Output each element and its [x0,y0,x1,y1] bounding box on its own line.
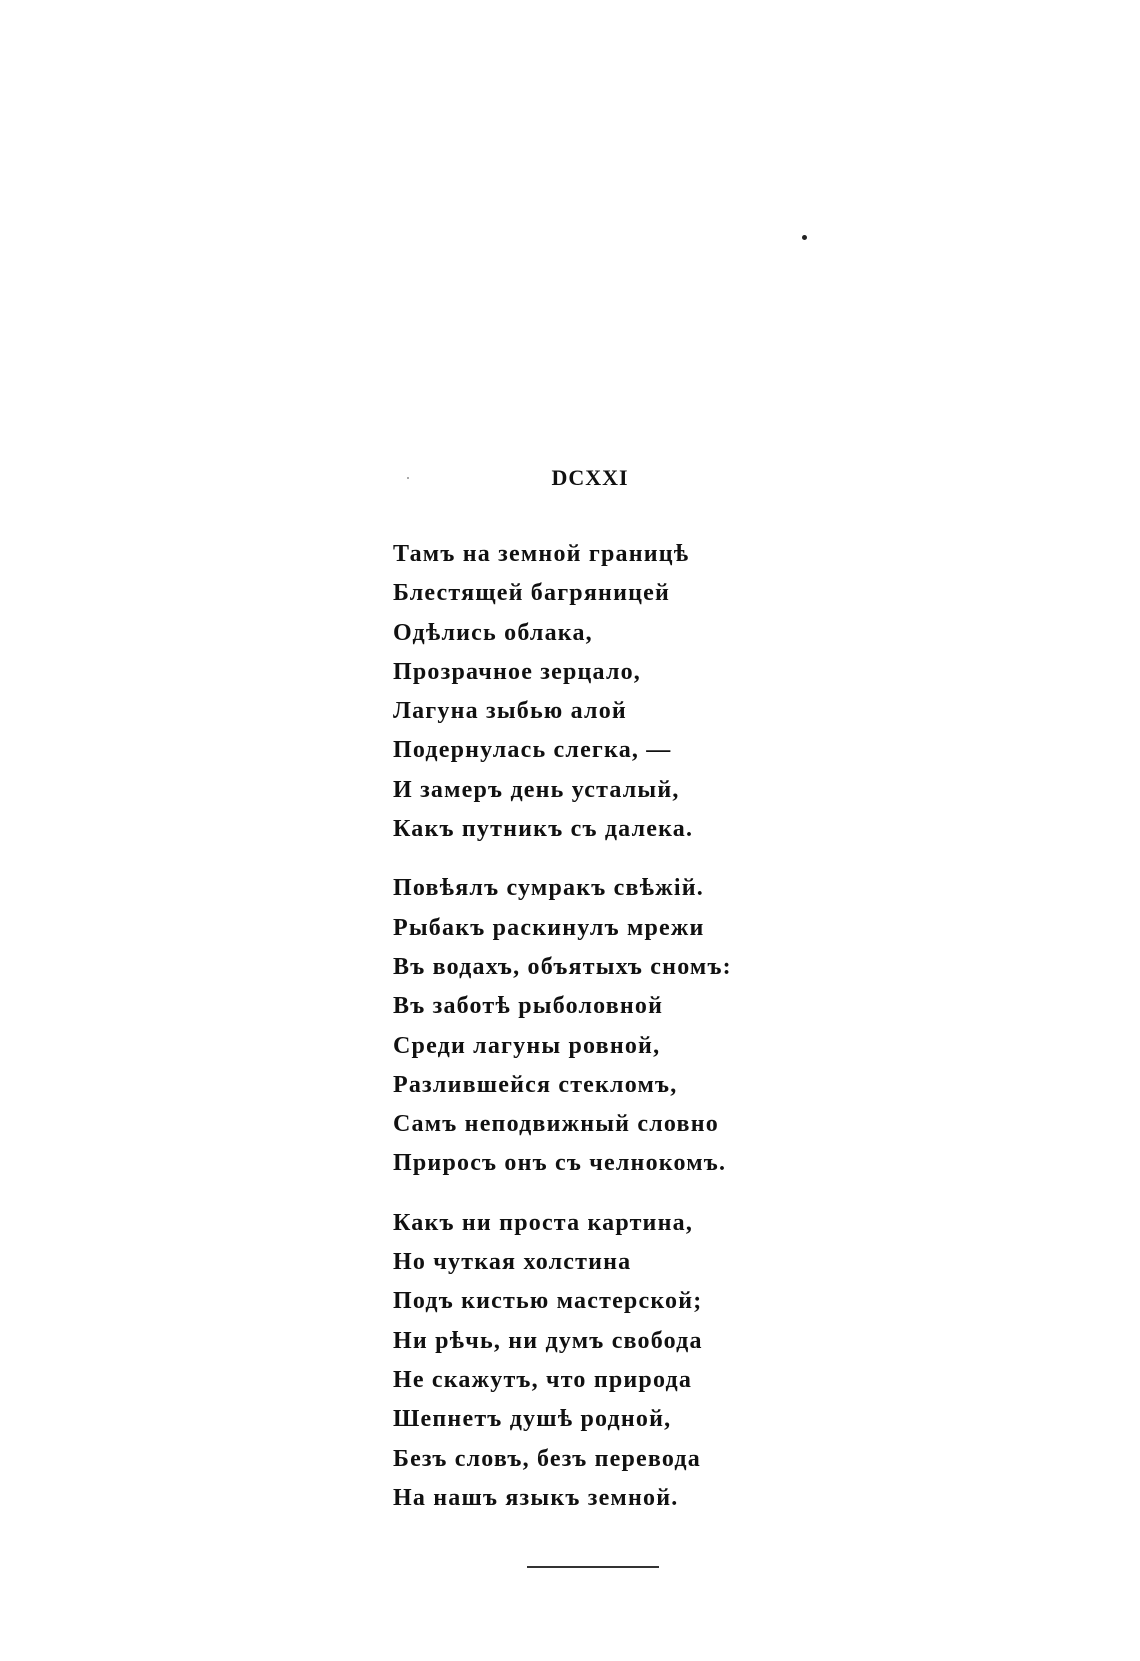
verse-line: Ни рѣчь, ни думъ свобода [393,1327,703,1354]
verse-line: Подернулась слегка, — [393,737,672,764]
verse-line: На нашъ языкъ земной. [393,1484,679,1511]
verse-line: Безъ словъ, безъ перевода [393,1445,701,1472]
verse-line: Среди лагуны ровной, [393,1032,661,1059]
ink-speck [802,235,807,240]
verse-line: Одѣлись облака, [393,619,593,646]
verse-line: Лагуна зыбью алой [393,698,627,725]
verse-line: Шепнетъ душѣ родной, [393,1406,672,1433]
stanza-3 [393,1204,913,1518]
verse-line: Самъ неподвижный словно [393,1111,719,1138]
verse-line: Какъ путникъ съ далека. [393,816,694,843]
stanza-2 [393,869,913,1183]
end-rule [527,1566,659,1568]
verse-line: Какъ ни проста картина, [393,1209,694,1236]
verse-line: Блестящей багряницей [393,580,671,607]
verse-line: Въ водахъ, объятыхъ сномъ: [393,953,732,980]
stanza-1 [393,535,913,849]
verse-line: Подъ кистью мастерской; [393,1288,703,1315]
poem-number: DCXXI [551,465,629,490]
verse-line: Прозрачное зерцало, [393,658,642,685]
verse-line: Приросъ онъ съ челнокомъ. [393,1150,727,1177]
verse-line: Тамъ на земной границѣ [393,541,690,567]
verse-line: Рыбакъ раскинулъ мрежи [393,914,705,941]
verse-line: Но чуткая холстина [393,1249,632,1276]
verse-line: Разлившейся стекломъ, [393,1071,678,1098]
poem-body [393,535,913,1518]
verse-line: Въ заботѣ рыболовной [393,993,664,1020]
verse-line: Повѣялъ сумракъ свѣжій. [393,875,704,902]
verse-line: Не скажутъ, что природа [393,1366,693,1393]
verse-line: И замеръ день усталый, [393,776,680,803]
